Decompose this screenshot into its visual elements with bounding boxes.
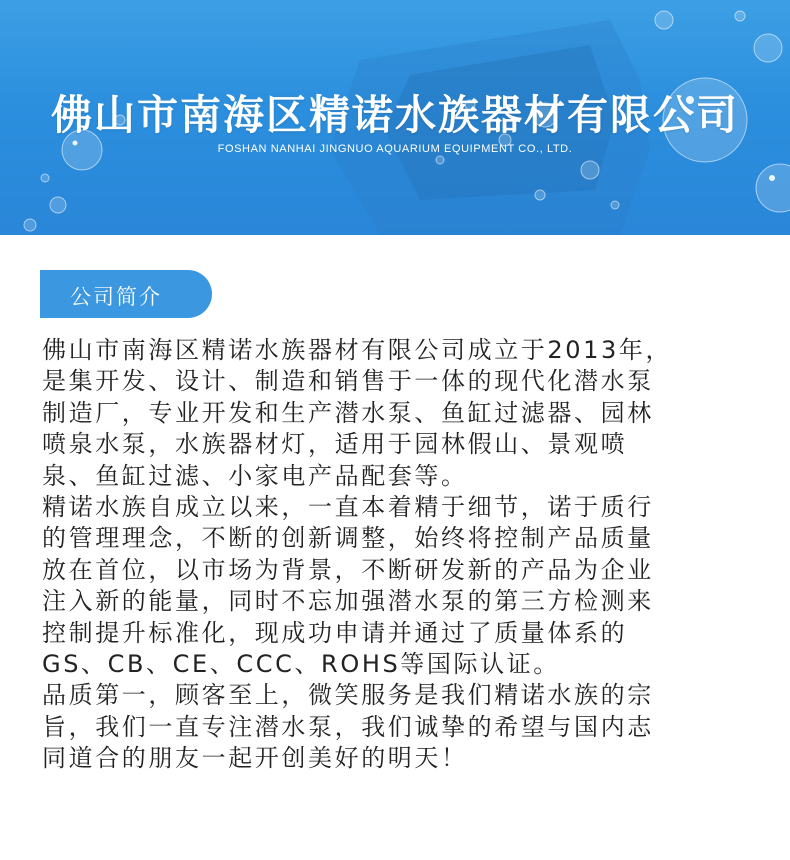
section-title: 公司简介 [70,285,162,309]
intro-line: 精诺水族自成立以来，一直本着精于细节，诺于质行 [42,493,654,522]
intro-line: 品质第一，顾客至上，微笑服务是我们精诺水族的宗 [42,681,654,710]
intro-line: 控制提升标准化，现成功申请并通过了质量体系的 [42,618,628,647]
intro-line: 同道合的朋友一起开创美好的明天！ [42,744,468,773]
intro-line: 放在首位，以市场为背景，不断研发新的产品为企业 [42,555,654,584]
header-banner [0,0,790,235]
intro-line: GS、CB、CE、CCC、ROHS等国际认证。 [42,650,560,679]
intro-line: 泉、鱼缸过滤、小家电产品配套等。 [42,461,468,490]
company-intro-text [42,335,752,775]
section-header-pill [40,270,212,318]
intro-line: 注入新的能量，同时不忘加强潜水泵的第三方检测来 [42,587,654,616]
company-name-english: FOSHAN NANHAI JINGNUO AQUARIUM EQUIPMENT CO., LTD. [217,143,573,155]
intro-line: 制造厂，专业开发和生产潜水泵、鱼缸过滤器、园林 [42,398,654,427]
intro-line: 旨，我们一直专注潜水泵，我们诚挚的希望与国内志 [42,712,654,741]
intro-line: 的管理理念，不断的创新调整，始终将控制产品质量 [42,524,654,553]
company-name-title: 佛山市南海区精诺水族器材有限公司 [51,91,739,139]
intro-line: 喷泉水泵，水族器材灯，适用于园林假山、景观喷 [42,430,628,459]
intro-line: 是集开发、设计、制造和销售于一体的现代化潜水泵 [42,367,654,396]
intro-line: 佛山市南海区精诺水族器材有限公司成立于2013年， [42,336,673,364]
